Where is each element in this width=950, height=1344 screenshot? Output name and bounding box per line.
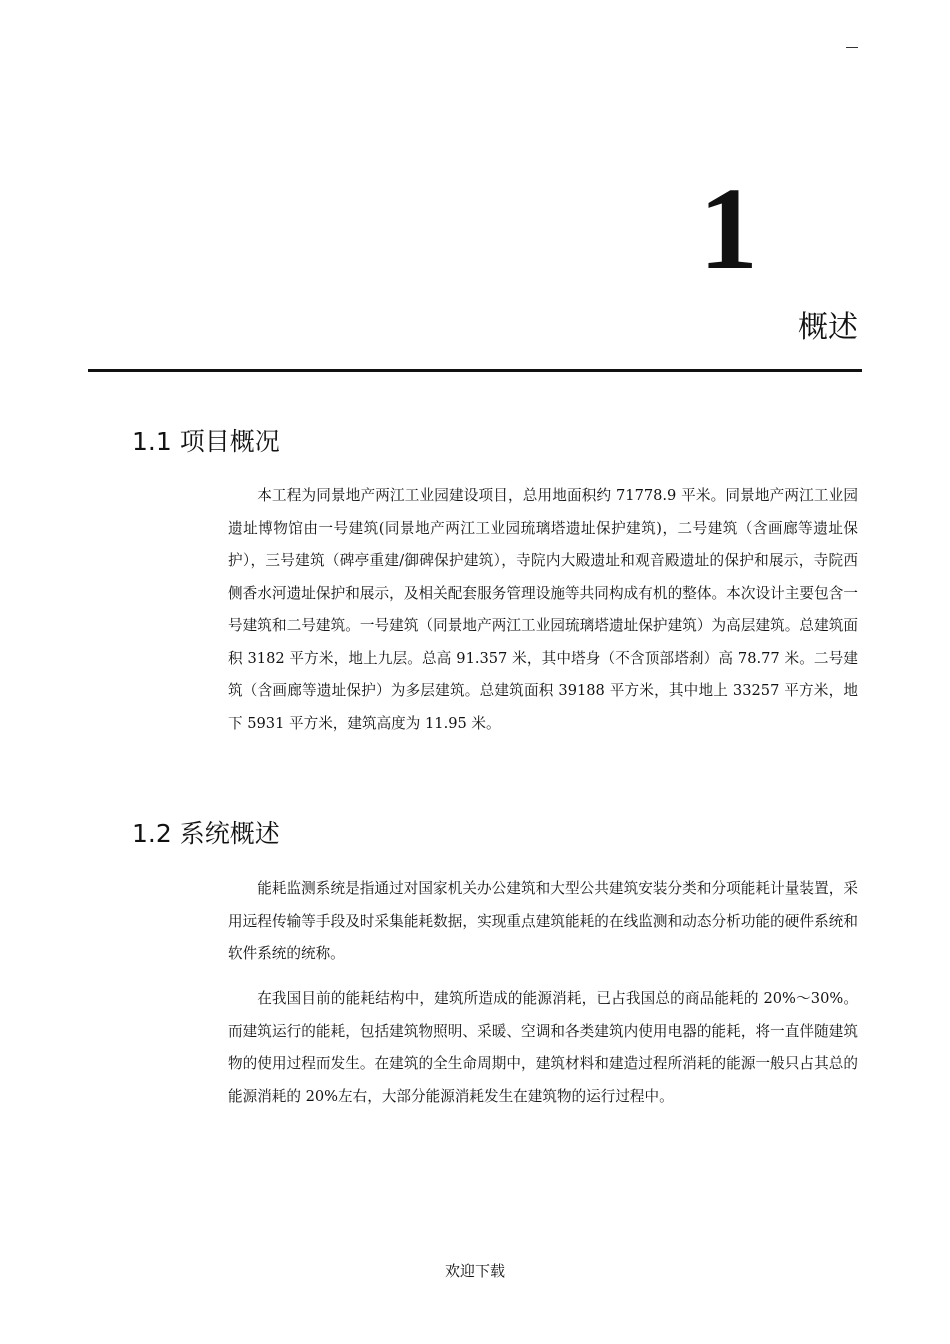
corner-dash-mark bbox=[846, 47, 858, 48]
section-heading-1-1: 1.1 项目概况 bbox=[132, 427, 280, 456]
chapter-title: 概述 bbox=[798, 310, 858, 345]
chapter-number: 1 bbox=[699, 163, 758, 294]
section-1-1-paragraph: 本工程为同景地产两江工业园建设项目，总用地面积约 71778.9 平米。同景地产两江工业园遗址博物馆由一号建筑(同景地产两江工业园琉璃塔遗址保护建筑)，二号建筑（含画廊等遗址保护），三号建筑（碑亭重建/御碑保护建筑），寺院内大殿遗址和观音殿遗址的保护和展示，寺院西侧香水河遗址保护和展示，及相关配套服务管理设施等共同构成有机的整体。本次设计主要包含一号建筑和二号建筑。一号建筑（同景地产两江工业园琉璃塔遗址保护建筑）为高层建筑。总建筑面积 3182 平方米，地上九层。总高 91.357 米，其中塔身（不含顶部塔刹）高 78.77 米。二号建筑（含画廊等遗址保护）为多层建筑。总建筑面积 39188 平方米，其中地上 33257 平方米，地下 5931 平方米，建筑高度为 11.95 米。 bbox=[228, 487, 858, 732]
page-footer: 欢迎下载 bbox=[444, 1262, 505, 1280]
section-heading-1-2: 1.2 系统概述 bbox=[132, 819, 280, 848]
section-1-2-paragraph-2: 在我国目前的能耗结构中，建筑所造成的能源消耗，已占我国总的商品能耗的 20%～30%。而建筑运行的能耗，包括建筑物照明、采暖、空调和各类建筑内使用电器的能耗，将一直伴随建筑物的使用过程而发生。在建筑的全生命周期中，建筑材料和建造过程所消耗的能源一般只占其总的能源消耗的 20%左右，大部分能源消耗发生在建筑物的运行过程中。 bbox=[228, 990, 858, 1105]
section-1-2-paragraph-1: 能耗监测系统是指通过对国家机关办公建筑和大型公共建筑安装分类和分项能耗计量装置，采用远程传输等手段及时采集能耗数据，实现重点建筑能耗的在线监测和动态分析功能的硬件系统和软件系统的统称。 bbox=[228, 880, 858, 962]
chapter-divider bbox=[88, 369, 862, 372]
